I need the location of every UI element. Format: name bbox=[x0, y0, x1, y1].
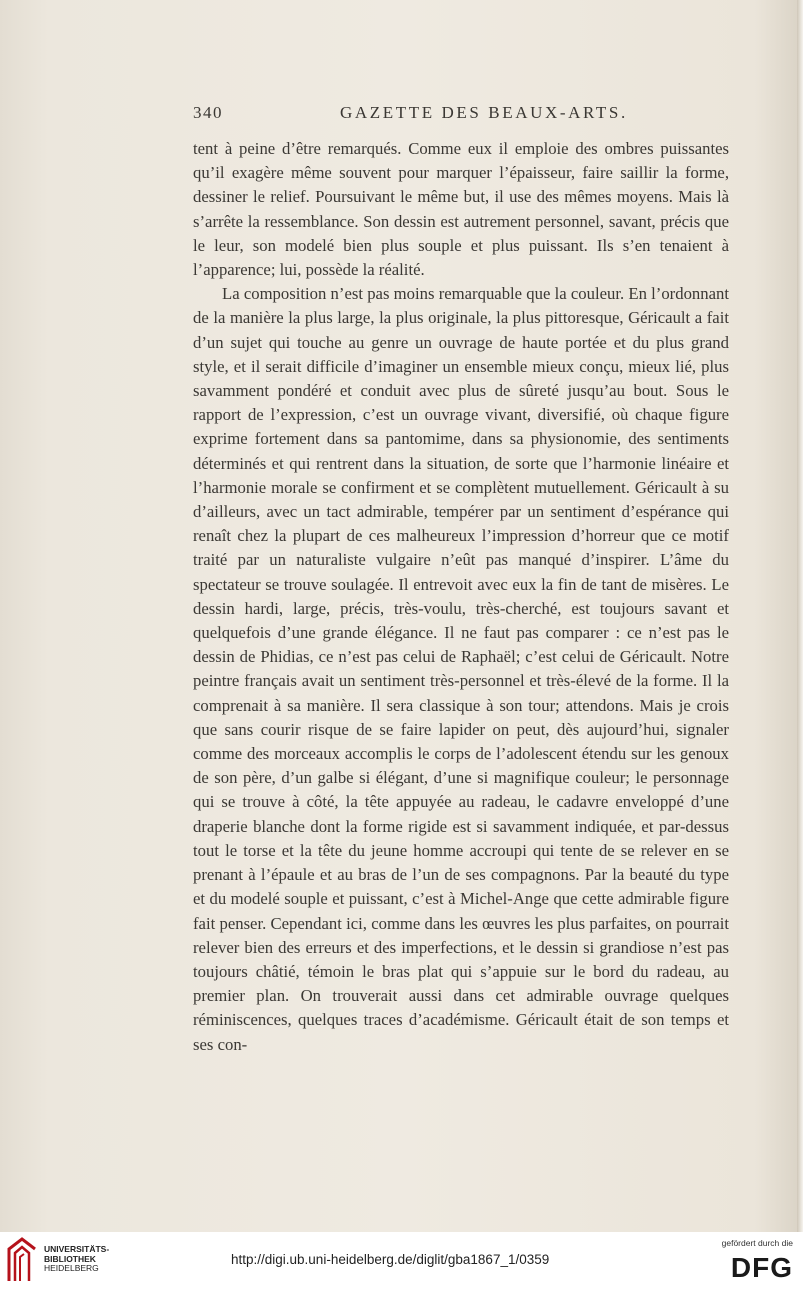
page-edge-shadow bbox=[797, 0, 803, 1232]
viewer-footer bbox=[0, 1232, 803, 1289]
paragraph-1: tent à peine d’être remarqués. Comme eux il emploie des ombres puissantes qu’il exagère même souvent pour marquer l’épaisseur, faire saillir la forme, dessiner le relief. Poursuivant le même but, il use des mêmes moyens. Mais là s’arrête la ressemblance. Son dessin est autrement personnel, savant, précis que le leur, son modelé bien plus souple et plus puissant. Ils s’en tenaient à l’apparence; lui, possède la réalité. bbox=[193, 139, 729, 280]
funding-credit bbox=[703, 1238, 793, 1283]
library-name-line-2: BIBLIOTHEK bbox=[44, 1253, 96, 1264]
library-name-line-3: HEIDELBERG bbox=[44, 1263, 99, 1273]
article-body bbox=[193, 137, 729, 1057]
permalink-url[interactable]: http://digi.ub.uni-heidelberg.de/diglit/gba1867_1/0359 bbox=[231, 1252, 550, 1267]
running-head bbox=[193, 99, 729, 127]
page-number: 340 bbox=[193, 103, 223, 122]
library-name bbox=[44, 1245, 109, 1274]
university-library-logo-icon bbox=[6, 1237, 38, 1283]
funded-by-label: gefördert durch die bbox=[721, 1238, 793, 1248]
dfg-logo: DFG bbox=[730, 1252, 793, 1283]
journal-title: GAZETTE DES BEAUX-ARTS. bbox=[340, 103, 628, 122]
library-name-line-1: UNIVERSITÄTS- bbox=[44, 1244, 110, 1254]
paragraph-2: La composition n’est pas moins remarquable que la couleur. En l’ordonnant de la manière la plus large, la plus originale, la plus pittoresque, Géricault a fait d’un sujet qui touche au genre un ouvrage de haute portée et du plus grand style, et il serait difficile d’imaginer un ensemble mieux conçu, mieux lié, plus savamment pondéré et conduit avec plus de sûreté jusqu’au bout. Sous le rapport de l’expression, c’est un ouvrage vivant, diversifié, où chaque figure exprime fortement dans sa pantomime, dans sa physionomie, des sentiments déterminés et qui rentrent dans la situation, de sorte que l’harmonie linéaire et l’harmonie morale se confirment et se complètent mutuellement. Géricault à su d’ailleurs, avec un tact admirable, tempérer par un sentiment d’espérance qui renaît chez la plupart de ces malheureux l’impression d’horreur que ce motif traité par un naturaliste vulgaire n’eût pas manqué d’inspirer. L’âme du spectateur se trouve soulagée. Il entrevoit avec eux la fin de tant de misères. Le dessin hardi, large, précis, très-voulu, très-cherché, est toujours savant et quelquefois d’une grande élégance. Il ne faut pas comparer : ce n’est pas le dessin de Phidias, ce n’est pas celui de Raphaël; c’est celui de Géricault. Notre peintre français avait un sentiment très-personnel et très-élevé de la forme. Il la comprenait à sa manière. Il sera classique à son tour; attendons. Mais je crois que sans courir risque de se faire lapider on peut, dès aujourd’hui, signaler comme des morceaux accomplis le corps de l’adolescent étendu sur les genoux de son père, d’un galbe si élégant, d’une si magnifique couleur; le personnage qui se trouve à côté, la tête appuyée au radeau, le cadavre enveloppé d’une draperie blanche dont la forme rigide est si savamment indiquée, et par-dessus tout le torse et la tête du jeune homme accroupi qui tente de se relever en se prenant à l’épaule et au bras de l’un de ses compagnons. Par la beauté du type et du modelé souple et puissant, c’est à Michel-Ange que cette admirable figure fait penser. Cependant ici, comme dans les œuvres les plus parfaites, on pourrait relever bien des erreurs et des imperfections, et le dessin si grandiose n’est pas toujours châtié, témoin le bras plat qui s’appuie sur le bord du radeau, au premier plan. On trouverait aussi dans cet admirable ouvrage quelques réminiscences, quelques traces d’académisme. Géricault était de son temps et ses con- bbox=[193, 284, 729, 1054]
